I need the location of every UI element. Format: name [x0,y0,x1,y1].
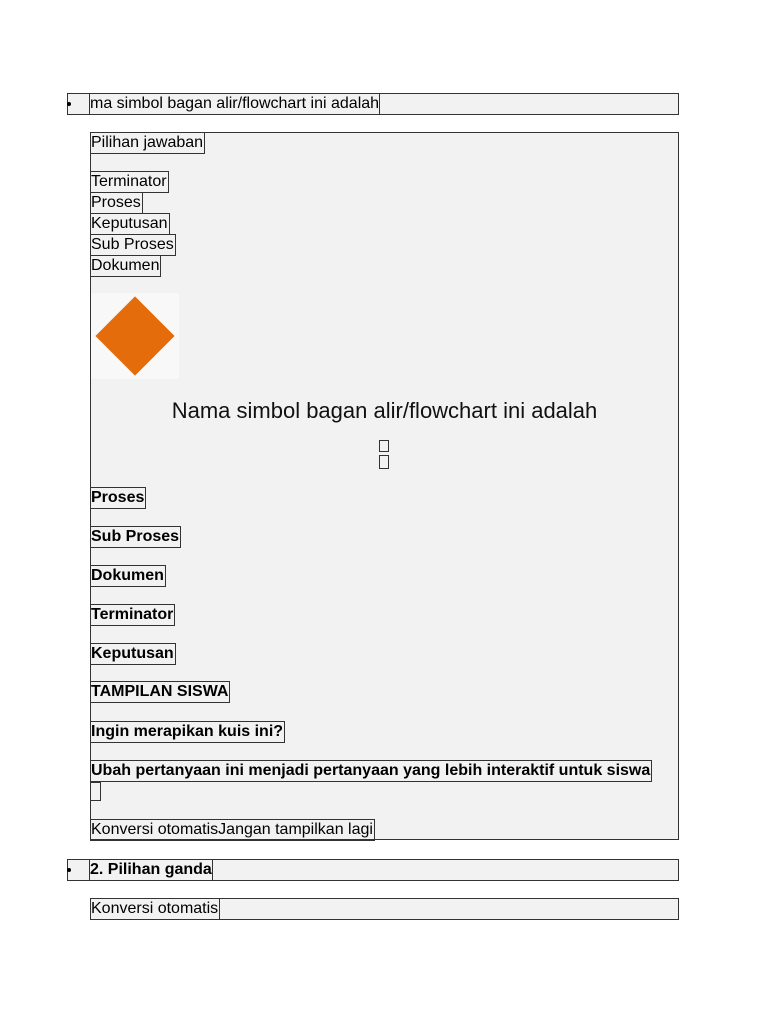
convert-checkbox-icon[interactable] [91,783,100,800]
answer-terminator[interactable]: Terminator [91,606,174,623]
media-placeholder-icon [380,441,388,451]
convert-interactive-prompt: Ubah pertanyaan ini menjadi pertanyaan yang lebih interaktif untuk siswa [91,762,651,779]
option-keputusan[interactable]: Keputusan [91,215,168,232]
answer-dokumen[interactable]: Dokumen [91,567,164,584]
option-proses[interactable]: Proses [91,194,141,211]
student-view-label[interactable]: TAMPILAN SISWA [91,683,229,700]
decision-diamond-icon [95,296,174,375]
answer-keputusan[interactable]: Keputusan [91,645,174,662]
convert-actions [91,820,374,840]
option-sub-proses[interactable]: Sub Proses [91,236,174,253]
tidy-quiz-prompt: Ingin merapikan kuis ini? [91,723,284,740]
section-two-convert-link[interactable]: Konversi otomatis [91,900,219,917]
question-text: Nama simbol bagan alir/flowchart ini adalah [171,398,598,423]
option-dokumen[interactable]: Dokumen [91,257,160,274]
dismiss-link[interactable]: Jangan tampilkan lagi [218,821,373,838]
bullet-icon [67,102,71,106]
section-two-title: 2. Pilihan ganda [90,861,212,878]
media-placeholder-icon-2 [380,456,388,468]
answer-proses[interactable]: Proses [91,489,145,506]
answer-sub-proses[interactable]: Sub Proses [91,528,180,545]
flowchart-diamond-image [91,293,179,379]
options-title: Pilihan jawaban [91,134,204,151]
bullet-icon-2 [67,868,71,872]
question-header-text: ma simbol bagan alir/flowchart ini adalah [90,95,380,112]
option-terminator[interactable]: Terminator [91,173,167,190]
auto-convert-link[interactable]: Konversi otomatis [91,821,219,838]
